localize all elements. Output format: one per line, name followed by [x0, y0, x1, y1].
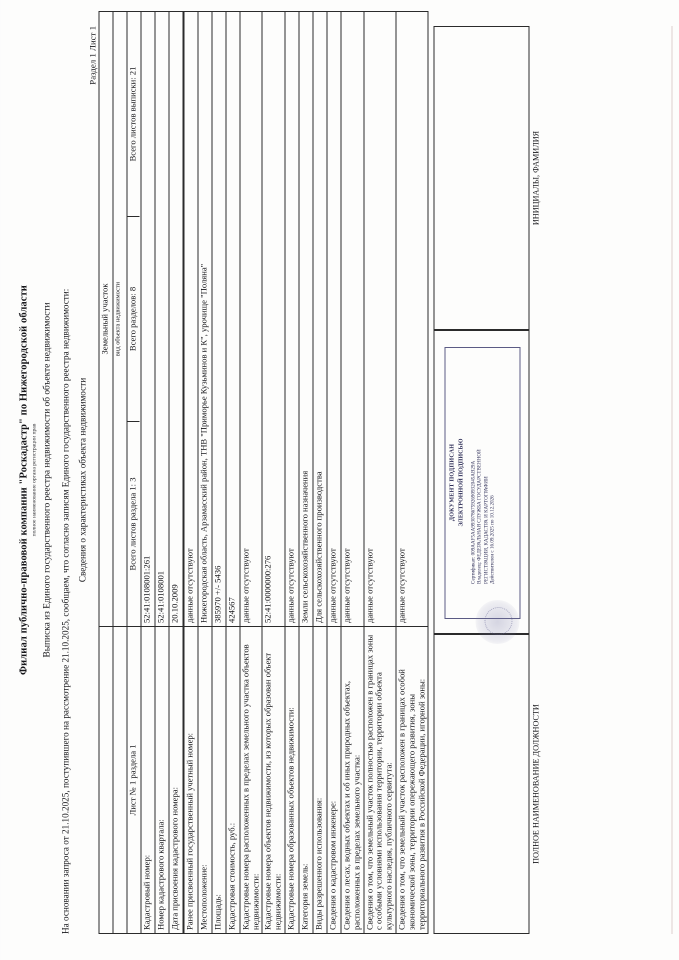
row-label: Кадастровые номера объектов недвижимости, из которых образован объект недвижимости:	[262, 627, 285, 934]
table-row	[197, 12, 211, 934]
row-value: данные отсутствуют	[363, 12, 395, 627]
request-basis-note: На основании запроса от 21.10.2025, поступившего на рассмотрение 21.10.2025, сообщаем, что согласно записям Единого государственного реестра недвижимости:	[59, 288, 70, 934]
signature-captions	[529, 26, 540, 934]
section-caption: Сведения о характеристиках объекта недвижимости	[76, 377, 87, 583]
total-sections: Всего разделов: 8	[127, 217, 139, 422]
row-label: Сведения о кадастровом инженере:	[327, 627, 341, 934]
caption-signature	[529, 330, 540, 634]
row-label: Местоположение:	[197, 627, 211, 934]
object-type-subcaption: вид объекта недвижимости	[112, 12, 126, 627]
row-value: Земли сельскохозяйственного назначения	[299, 12, 313, 627]
row-label: Сведения о том, что земельный участок расположен в границах особой экономической зоны, территории опережающего развития, зоны территориального развития в Российской Федерации, игорной зоны:	[396, 627, 428, 934]
row-value: Нижегородская область, Арзамасский район, ТНВ "Приморье Кузьминов и К", урочище "Поляна"	[197, 12, 211, 627]
table-row	[211, 12, 225, 934]
row-label: Виды разрешенного использования:	[313, 627, 327, 934]
row-value: данные отсутствуют	[239, 12, 262, 627]
object-type-sub-left	[112, 627, 126, 934]
row-value: 385970 +/- 5436	[211, 12, 225, 627]
sheet-number-label: Лист № 1 раздела 1	[126, 627, 140, 934]
table-row	[262, 12, 285, 934]
object-type-title-left	[98, 627, 112, 934]
organization-name-caption: полное наименование органа регистрации прав	[31, 423, 38, 537]
table-row	[285, 12, 299, 934]
row-label: Площадь:	[211, 627, 225, 934]
stamp-certificate: Сертификат: 009AAF5AA99307867592690932045AB29A	[470, 460, 477, 584]
table-row	[225, 12, 239, 934]
row-value-cadastral-number: 52:41:0108001:261	[140, 12, 154, 627]
caption-initials: ИНИЦИАЛЫ, ФАМИЛИЯ	[531, 130, 541, 226]
row-value: 52:41:0000000:276	[262, 12, 285, 627]
table-row	[299, 12, 313, 934]
signature-cell	[433, 330, 529, 634]
row-label: Кадастровые номера расположенных в пределах земельного участка объектов недвижимости:	[239, 627, 262, 934]
table-row	[239, 12, 262, 934]
property-details-table	[98, 11, 183, 934]
row-value: Для сельскохозяйственного производства	[313, 12, 327, 627]
signature-position-cell	[433, 634, 529, 934]
row-label-assignment-date: Дата присвоения кадастрового номера:	[168, 627, 182, 934]
table-row	[112, 12, 126, 934]
table-row	[363, 12, 395, 934]
table-row	[396, 12, 428, 934]
initials-cell	[433, 26, 529, 330]
row-label: Кадастровая стоимость, руб.:	[225, 627, 239, 934]
sheet-total-of-section: Всего листов раздела 1: 3	[126, 477, 137, 571]
stamp-title-2: ЭЛЕКТРОННОЙ ПОДПИСЬЮ	[457, 438, 464, 527]
row-value: данные отсутствуют	[396, 12, 428, 627]
row-label-cadastral-number: Кадастровый номер:	[140, 627, 154, 934]
row-label-quarter-number: Номер кадастрового квартала:	[154, 627, 168, 934]
row-value-quarter-number: 52:41:0108001	[154, 12, 168, 627]
document-content	[18, 26, 666, 934]
row-label: Категория земель:	[299, 627, 313, 934]
object-type-title: Земельный участок	[98, 12, 112, 627]
total-sheets: Всего листов выписки: 21	[127, 12, 139, 217]
sheet-header-cells	[126, 12, 140, 627]
row-value: данные отсутствуют	[327, 12, 341, 627]
stamp-title-1: ДОКУМЕНТ ПОДПИСАН	[449, 443, 456, 522]
row-label: Сведения о том, что земельный участок полностью расположен в границах зоны с особыми условиями использования территории, территории объекта культурного наследия, публичного сервитута:	[363, 627, 395, 934]
document-title: Выписка из Единого государственного реестра недвижимости об объекте недвижимости	[41, 302, 52, 658]
stamp-owner-2: РЕГИСТРАЦИИ, КАДАСТРА И КАРТОГРАФИИ	[482, 476, 489, 584]
razdel-label: Раздел 1 Лист 1	[86, 26, 97, 85]
table-row	[183, 12, 197, 934]
table-row-assignment-date	[168, 12, 182, 934]
organization-name: Филиал публично-правовой компании "Роскадастр" по Нижегородской области	[18, 285, 29, 675]
table-row-sheet-header	[126, 12, 140, 934]
table-row	[313, 12, 327, 934]
property-rows-table	[183, 11, 429, 934]
row-value-assignment-date: 20.10.2009	[168, 12, 182, 627]
row-value: данные отсутствуют	[285, 12, 299, 627]
row-label: Сведения о лесах, водных объектах и об иных природных объектах, расположенных в пределах земельного участка:	[341, 627, 364, 934]
table-row	[98, 12, 112, 934]
signature-block	[433, 26, 529, 934]
row-value: данные отсутствуют	[341, 12, 364, 627]
row-value: данные отсутствуют	[183, 12, 197, 627]
seal-icon	[475, 600, 519, 644]
table-row-quarter-number	[154, 12, 168, 934]
table-row-cadastral-number	[140, 12, 154, 934]
stamp-validity: Действителен с 16.09.2025 по 10.12.2026	[488, 495, 495, 584]
stamp-owner-1: Владелец: ФЕДЕРАЛЬНАЯ СЛУЖБА ГОСУДАРСТВЕННОЙ	[476, 449, 483, 584]
electronic-signature-stamp	[444, 347, 520, 619]
caption-position: ПОЛНОЕ НАИМЕНОВАНИЕ ДОЛЖНОСТИ	[531, 704, 541, 864]
table-row	[341, 12, 364, 934]
row-label: Кадастровые номера образованных объектов недвижимости:	[285, 627, 299, 934]
table-row	[327, 12, 341, 934]
scan-artifact-line	[671, 26, 672, 934]
row-value: 424567	[225, 12, 239, 627]
row-label: Ранее присвоенный государственный учетный номер:	[183, 627, 197, 934]
